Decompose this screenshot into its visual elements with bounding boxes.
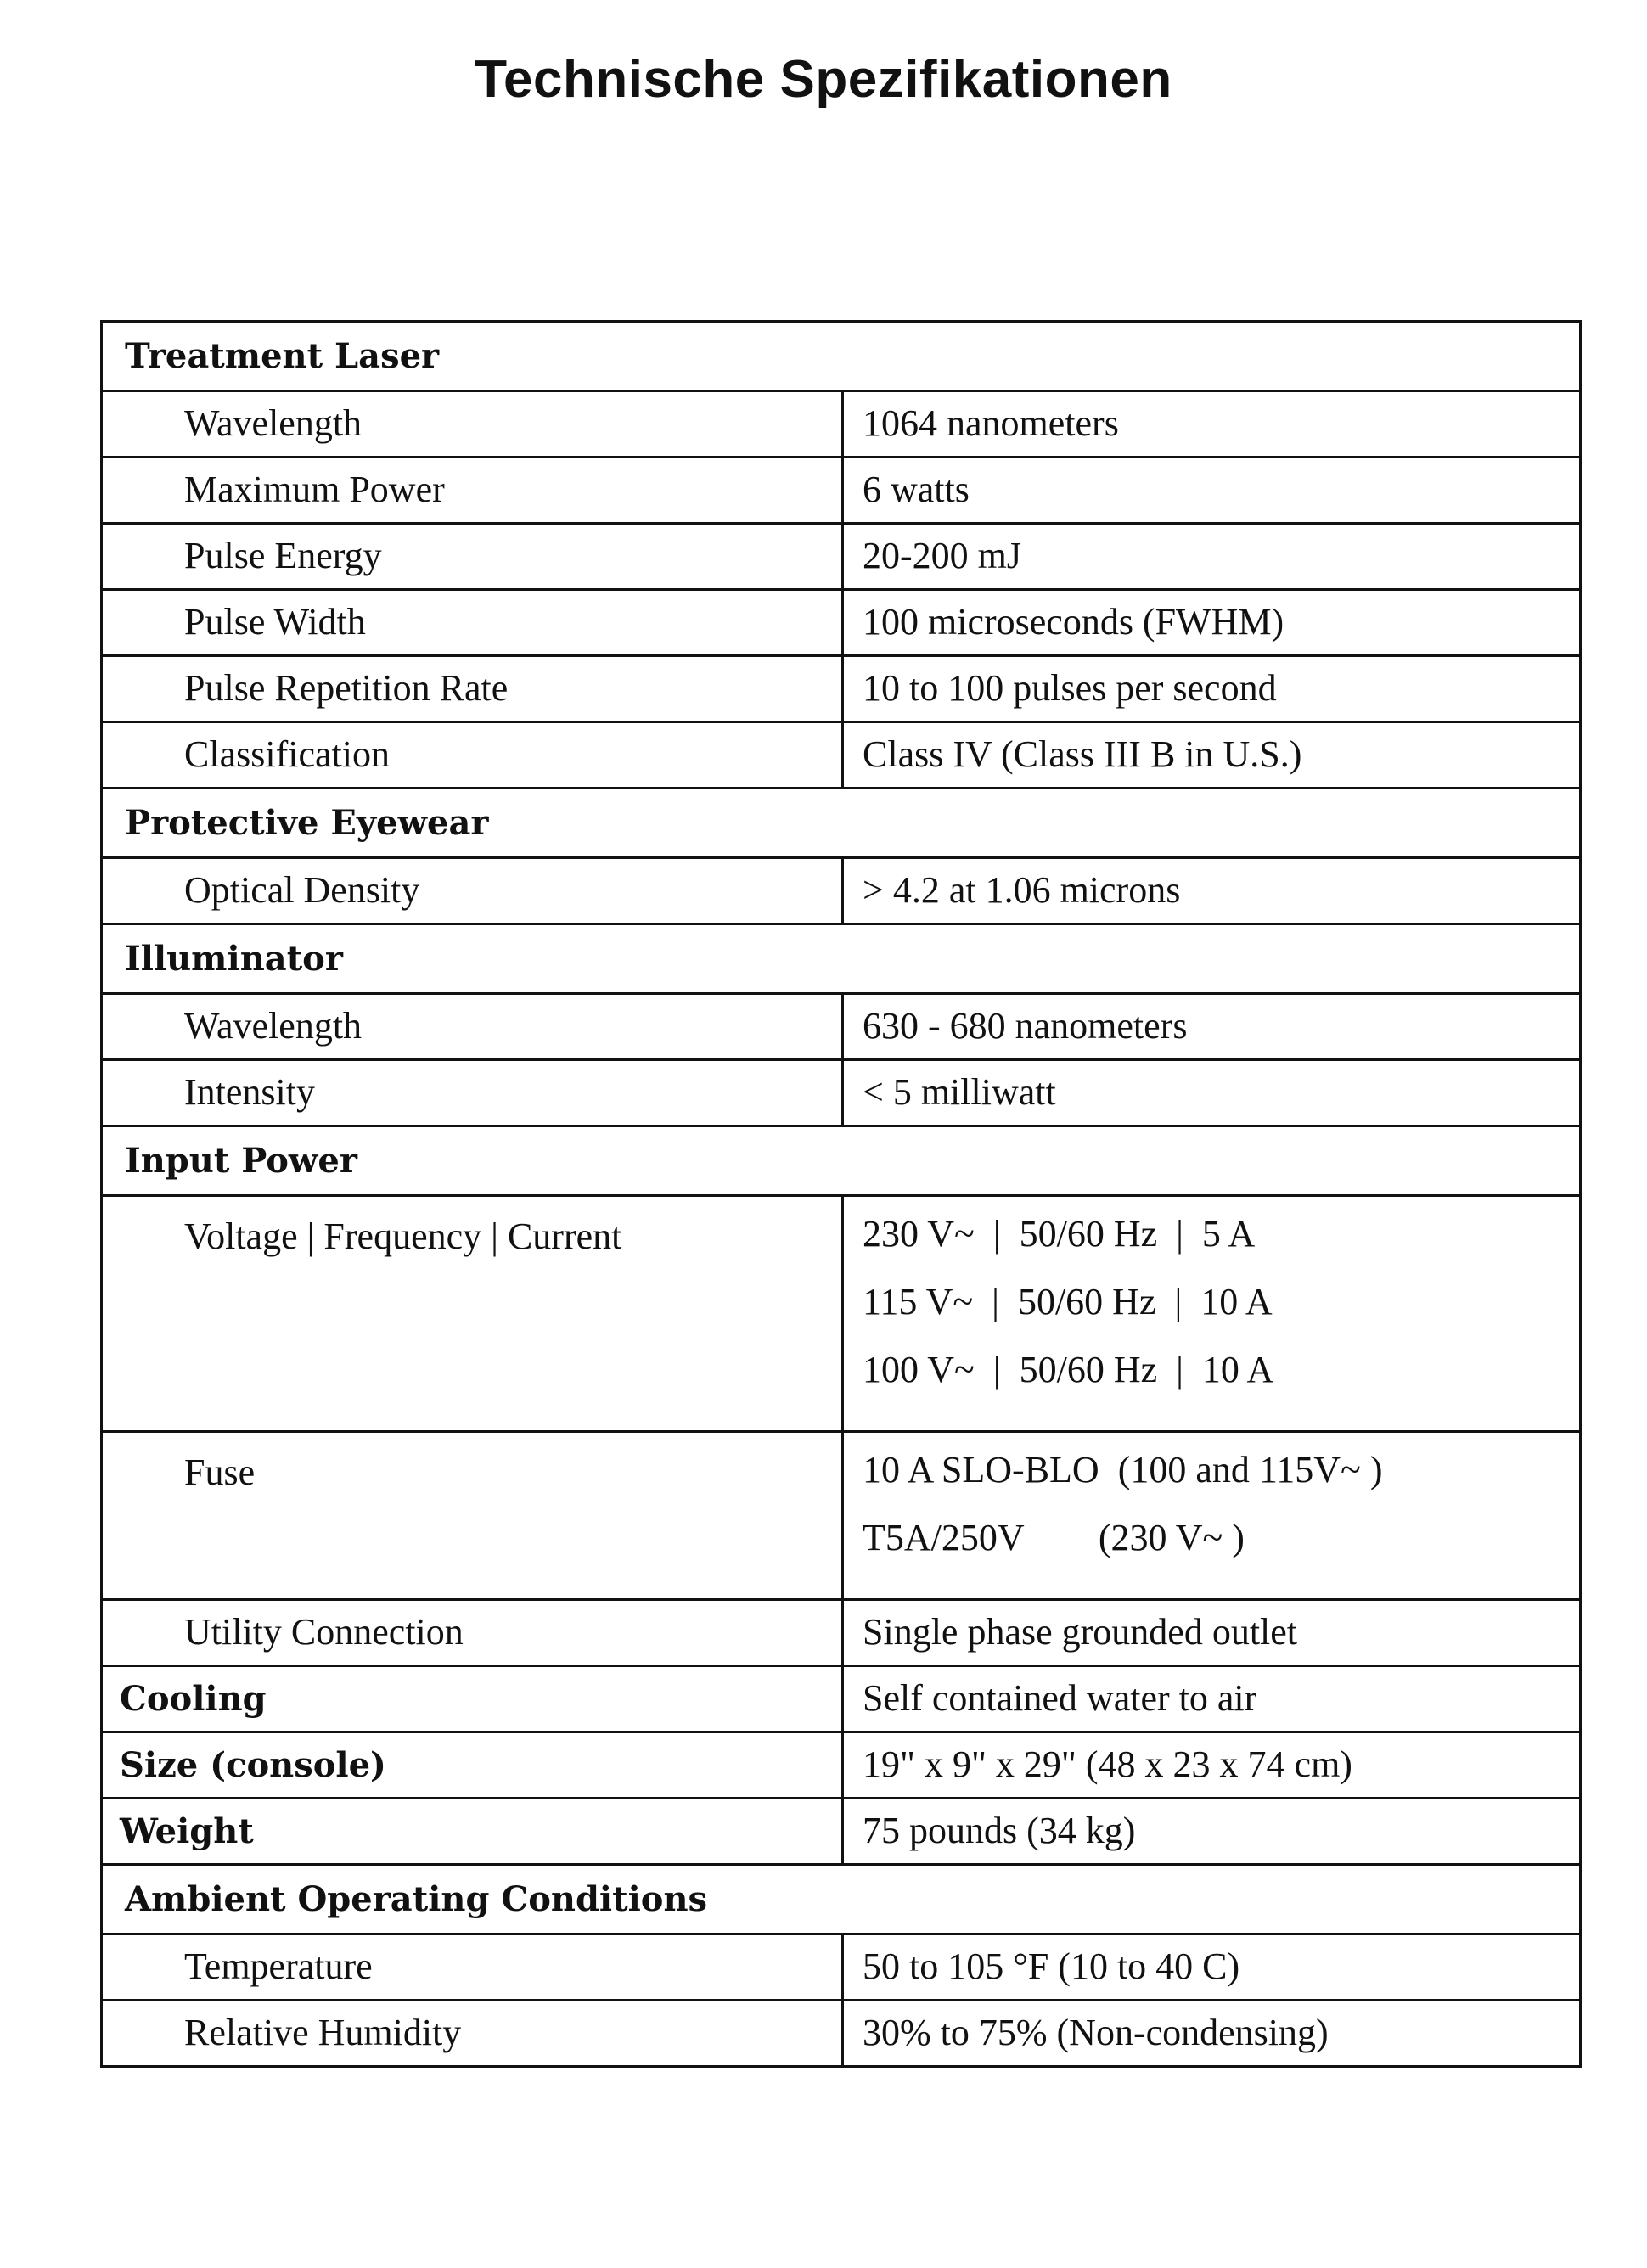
spec-row-temperature bbox=[102, 1934, 1581, 2001]
section-heading: Treatment Laser bbox=[102, 322, 1581, 391]
spec-row-weight bbox=[102, 1799, 1581, 1865]
spec-label: Cooling bbox=[102, 1666, 843, 1732]
section-row-illuminator bbox=[102, 924, 1581, 994]
spec-row-fuse bbox=[102, 1432, 1581, 1600]
spec-row-utility-connection bbox=[102, 1600, 1581, 1666]
spec-label: Optical Density bbox=[102, 858, 843, 924]
spec-value: Self contained water to air bbox=[843, 1666, 1581, 1732]
spec-value: 630 - 680 nanometers bbox=[843, 994, 1581, 1060]
spec-value-line: 115 V~ | 50/60 Hz | 10 A bbox=[863, 1281, 1273, 1322]
spec-label: Temperature bbox=[102, 1934, 843, 2001]
spec-row-relative-humidity bbox=[102, 2001, 1581, 2067]
spec-value-list bbox=[843, 1432, 1581, 1600]
spec-value-line: T5A/250V (230 V~ ) bbox=[863, 1517, 1245, 1558]
spec-label: Classification bbox=[102, 722, 843, 789]
section-heading: Ambient Operating Conditions bbox=[102, 1865, 1581, 1934]
spec-row-size-console bbox=[102, 1732, 1581, 1799]
spec-row-voltage-frequency-current bbox=[102, 1196, 1581, 1432]
section-row-protective-eyewear bbox=[102, 789, 1581, 858]
spec-row-pulse-repetition-rate bbox=[102, 656, 1581, 722]
spec-label: Voltage | Frequency | Current bbox=[102, 1196, 843, 1432]
spec-label: Maximum Power bbox=[102, 458, 843, 524]
spec-row-intensity bbox=[102, 1060, 1581, 1126]
spec-row-illuminator-wavelength bbox=[102, 994, 1581, 1060]
spec-value: 75 pounds (34 kg) bbox=[843, 1799, 1581, 1865]
spec-row-pulse-energy bbox=[102, 524, 1581, 590]
section-heading: Illuminator bbox=[102, 924, 1581, 994]
spec-label: Utility Connection bbox=[102, 1600, 843, 1666]
spec-row-maximum-power bbox=[102, 458, 1581, 524]
spec-label: Pulse Repetition Rate bbox=[102, 656, 843, 722]
spec-value: 30% to 75% (Non-condensing) bbox=[843, 2001, 1581, 2067]
spec-label: Relative Humidity bbox=[102, 2001, 843, 2067]
spec-label: Intensity bbox=[102, 1060, 843, 1126]
spec-label: Size (console) bbox=[102, 1732, 843, 1799]
section-row-input-power bbox=[102, 1126, 1581, 1196]
spec-value: 100 microseconds (FWHM) bbox=[843, 590, 1581, 656]
section-row-ambient-operating-conditions bbox=[102, 1865, 1581, 1934]
spec-value: < 5 milliwatt bbox=[843, 1060, 1581, 1126]
spec-value: 19" x 9" x 29" (48 x 23 x 74 cm) bbox=[843, 1732, 1581, 1799]
spec-row-wavelength bbox=[102, 391, 1581, 458]
section-row-treatment-laser bbox=[102, 322, 1581, 391]
spec-label: Pulse Width bbox=[102, 590, 843, 656]
spec-label: Wavelength bbox=[102, 994, 843, 1060]
spec-value-line: 230 V~ | 50/60 Hz | 5 A bbox=[863, 1213, 1256, 1255]
spec-value: 50 to 105 °F (10 to 40 C) bbox=[843, 1934, 1581, 2001]
spec-value-line: 100 V~ | 50/60 Hz | 10 A bbox=[863, 1349, 1274, 1390]
spec-value-list bbox=[843, 1196, 1581, 1432]
spec-value: Class IV (Class III B in U.S.) bbox=[843, 722, 1581, 789]
spec-value: Single phase grounded outlet bbox=[843, 1600, 1581, 1666]
spec-value: 1064 nanometers bbox=[843, 391, 1581, 458]
spec-table bbox=[100, 320, 1582, 2068]
spec-value-line: 10 A SLO-BLO (100 and 115V~ ) bbox=[863, 1449, 1383, 1490]
spec-label: Wavelength bbox=[102, 391, 843, 458]
spec-row-optical-density bbox=[102, 858, 1581, 924]
section-heading: Input Power bbox=[102, 1126, 1581, 1196]
spec-label: Pulse Energy bbox=[102, 524, 843, 590]
spec-label: Weight bbox=[102, 1799, 843, 1865]
spec-label: Fuse bbox=[102, 1432, 843, 1600]
spec-value: 6 watts bbox=[843, 458, 1581, 524]
spec-row-cooling bbox=[102, 1666, 1581, 1732]
spec-value: 20-200 mJ bbox=[843, 524, 1581, 590]
spec-value: 10 to 100 pulses per second bbox=[843, 656, 1581, 722]
spec-row-classification bbox=[102, 722, 1581, 789]
spec-value: > 4.2 at 1.06 microns bbox=[843, 858, 1581, 924]
section-heading: Protective Eyewear bbox=[102, 789, 1581, 858]
page-title: Technische Spezifikationen bbox=[475, 50, 1172, 109]
spec-row-pulse-width bbox=[102, 590, 1581, 656]
